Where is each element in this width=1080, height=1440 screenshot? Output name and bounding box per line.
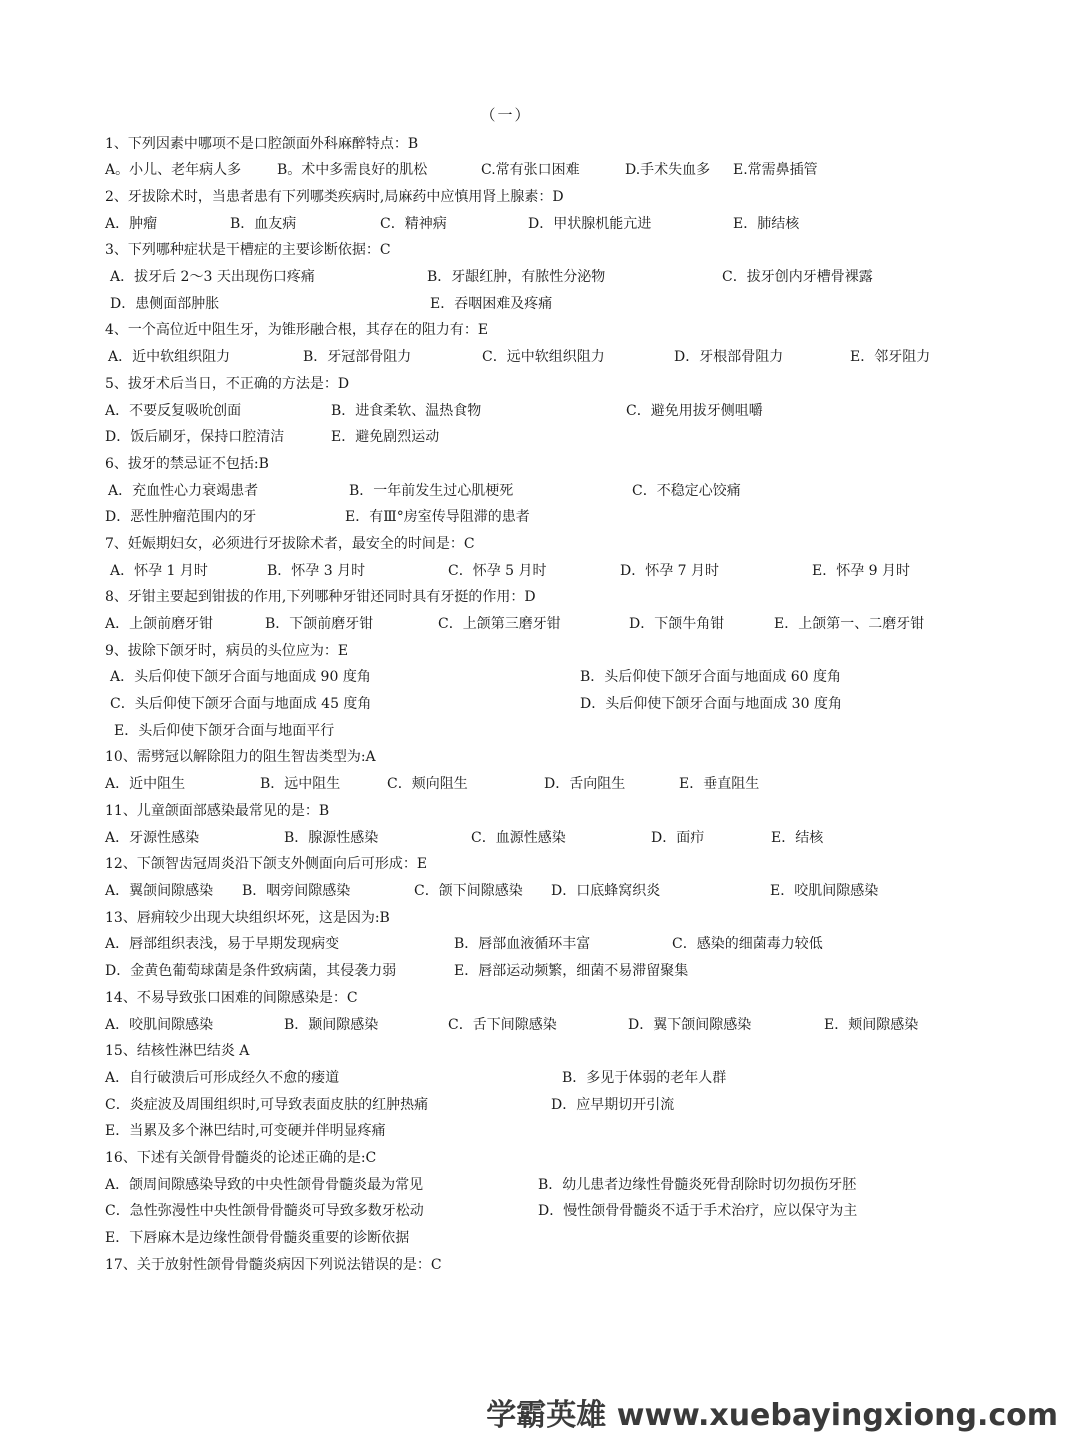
question-3: 3、下列哪种症状是干槽症的主要诊断依据：C [105, 242, 391, 258]
question-16-options-row3 [105, 1228, 1005, 1248]
option-b: B．牙冠部骨阻力 [303, 349, 412, 365]
question-2: 2、牙拔除术时，当患者患有下列哪类疾病时,局麻药中应慎用肾上腺素：D [105, 189, 564, 205]
question-6: 6、拔牙的禁忌证不包括:B [105, 456, 269, 472]
option-a: A．颌周间隙感染导致的中央性颌骨骨髓炎最为常见 [105, 1177, 424, 1193]
option-d: D．下颌牛角钳 [629, 616, 725, 632]
option-a: A．头后仰使下颌牙合面与地面成 90 度角 [110, 669, 371, 685]
option-e: E．头后仰使下颌牙合面与地面平行 [114, 723, 335, 739]
option-d: D．怀孕 7 月时 [620, 563, 720, 579]
question-5-options-row2 [105, 427, 1005, 447]
option-d: D．头后仰使下颌牙合面与地面成 30 度角 [580, 696, 842, 712]
question-9-options-row3 [114, 721, 1014, 741]
question-5: 5、拔牙术后当日，不正确的方法是：D [105, 376, 350, 392]
option-b: B．幼儿患者边缘性骨髓炎死骨刮除时切勿损伤牙胚 [538, 1177, 857, 1193]
question-11-options [105, 828, 1005, 848]
option-d: D．饭后刷牙，保持口腔清洁 [105, 429, 285, 445]
option-a: A．拔牙后 2～3 天出现伤口疼痛 [110, 269, 315, 285]
option-b: B．进食柔软、温热食物 [331, 403, 482, 419]
question-6-options-row2 [105, 507, 1005, 527]
option-e: E．吞咽困难及疼痛 [430, 296, 553, 312]
option-c: C．颌下间隙感染 [414, 883, 523, 899]
option-b: B．血友病 [230, 216, 297, 232]
question-13-options-row1 [105, 934, 1005, 954]
option-e: E．上颌第一、二磨牙钳 [774, 616, 925, 632]
question-9: 9、拔除下颌牙时，病员的头位应为：E [105, 643, 349, 659]
question-15-options-row2 [105, 1095, 1005, 1115]
option-b: B。术中多需良好的肌松 [277, 162, 428, 178]
option-c: C．拔牙创内牙槽骨裸露 [722, 269, 873, 285]
option-b: B．咽旁间隙感染 [242, 883, 351, 899]
question-6-options-row1 [108, 481, 1008, 501]
option-d: D．慢性颌骨骨髓炎不适于手术治疗，应以保守为主 [538, 1203, 858, 1219]
option-e: E．有Ⅲ°房室传导阻滞的患者 [345, 509, 530, 525]
option-a: A．翼颌间隙感染 [105, 883, 214, 899]
option-e: E．避免剧烈运动 [331, 429, 440, 445]
option-a: A．不要反复吸吮创面 [105, 403, 242, 419]
question-11: 11、儿童颌面部感染最常见的是：B [105, 803, 330, 819]
question-9-options-row2 [110, 694, 1010, 714]
option-e: E．下唇麻木是边缘性颌骨骨髓炎重要的诊断依据 [105, 1230, 410, 1246]
question-1-options [105, 160, 1005, 180]
option-c: C．血源性感染 [471, 830, 566, 846]
option-a: A．充血性心力衰竭患者 [108, 483, 259, 499]
question-13: 13、唇痈较少出现大块组织坏死，这是因为:B [105, 910, 390, 926]
question-4-options [108, 347, 1008, 367]
option-b: B．怀孕 3 月时 [267, 563, 366, 579]
question-10: 10、需劈冠以解除阻力的阻生智齿类型为:A [105, 749, 376, 765]
option-a: A。小儿、老年病人多 [105, 162, 242, 178]
option-a: A．上颌前磨牙钳 [105, 616, 214, 632]
question-16-options-row2 [105, 1201, 1005, 1221]
option-c: C．感染的细菌毒力较低 [672, 936, 823, 952]
option-c: C．不稳定心饺痛 [632, 483, 741, 499]
question-15-options-row3 [105, 1121, 1005, 1141]
option-a: A．自行破溃后可形成经久不愈的瘘道 [105, 1070, 340, 1086]
question-4: 4、一个高位近中阻生牙，为锥形融合根，其存在的阻力有：E [105, 322, 489, 338]
option-c: C．怀孕 5 月时 [448, 563, 547, 579]
option-e: E．垂直阻生 [679, 776, 760, 792]
option-c: C．颊向阻生 [387, 776, 468, 792]
question-3-options-row2 [110, 294, 1010, 314]
option-c: C．炎症波及周围组织时,可导致表面皮肤的红肿热痛 [105, 1097, 429, 1113]
option-d: D．口底蜂窝织炎 [551, 883, 661, 899]
option-a: A．唇部组织表浅，易于早期发现病变 [105, 936, 340, 952]
option-c: C．避免用拔牙侧咀嚼 [626, 403, 763, 419]
option-a: A．肿瘤 [105, 216, 158, 232]
option-a: A．近中软组织阻力 [108, 349, 231, 365]
option-d: D．应早期切开引流 [551, 1097, 675, 1113]
option-d: D.手术失血多 [625, 162, 711, 178]
option-a: A．怀孕 1 月时 [110, 563, 208, 579]
option-e: E．唇部运动频繁，细菌不易滞留聚集 [454, 963, 689, 979]
option-e: E．当累及多个淋巴结时,可变硬并伴明显疼痛 [105, 1123, 386, 1139]
option-e: E．怀孕 9 月时 [812, 563, 911, 579]
option-b: B．腺源性感染 [284, 830, 379, 846]
question-17: 17、关于放射性颌骨骨髓炎病因下列说法错误的是：C [105, 1257, 442, 1273]
option-d: D．恶性肿瘤范围内的牙 [105, 509, 257, 525]
question-13-options-row2 [105, 961, 1005, 981]
option-e: E．邻牙阻力 [850, 349, 931, 365]
question-14: 14、不易导致张口困难的间隙感染是：C [105, 990, 358, 1006]
option-e: E．结核 [771, 830, 824, 846]
question-5-options-row1 [105, 401, 1005, 421]
question-8: 8、牙钳主要起到钳拔的作用,下列哪种牙钳还同时具有牙挺的作用：D [105, 589, 536, 605]
question-7: 7、妊娠期妇女，必须进行牙拔除术者，最安全的时间是：C [105, 536, 475, 552]
option-d: D．金黄色葡萄球菌是条件致病菌，其侵袭力弱 [105, 963, 397, 979]
option-a: A．近中阻生 [105, 776, 186, 792]
option-e: E.常需鼻插管 [733, 162, 818, 178]
question-12-options [105, 881, 1005, 901]
question-16: 16、下述有关颌骨骨髓炎的论述正确的是:C [105, 1150, 377, 1166]
option-b: B．多见于体弱的老年人群 [562, 1070, 727, 1086]
site-watermark: 学霸英雄 www.xuebayingxiong.com [486, 1398, 1058, 1433]
option-e: E．颊间隙感染 [824, 1017, 919, 1033]
option-b: B．牙龈红肿，有脓性分泌物 [427, 269, 606, 285]
option-b: B．头后仰使下颌牙合面与地面成 60 度角 [580, 669, 842, 685]
question-15-options-row1 [105, 1068, 1005, 1088]
question-9-options-row1 [110, 667, 1010, 687]
option-d: D．牙根部骨阻力 [674, 349, 784, 365]
option-c: C．头后仰使下颌牙合面与地面成 45 度角 [110, 696, 372, 712]
option-c: C．精神病 [380, 216, 447, 232]
option-e: E．肺结核 [733, 216, 800, 232]
option-d: D．翼下颌间隙感染 [628, 1017, 752, 1033]
option-d: D．甲状腺机能亢进 [528, 216, 652, 232]
option-d: D．舌向阻生 [544, 776, 626, 792]
question-14-options [105, 1015, 1025, 1035]
question-12: 12、下颌智齿冠周炎沿下颌支外侧面向后可形成：E [105, 856, 428, 872]
question-15: 15、结核性淋巴结炎 A [105, 1043, 250, 1059]
option-c: C.常有张口困难 [481, 162, 580, 178]
option-d: D．患侧面部肿胀 [110, 296, 220, 312]
option-c: C．急性弥漫性中央性颌骨骨髓炎可导致多数牙松动 [105, 1203, 424, 1219]
option-d: D．面疖 [651, 830, 705, 846]
question-1: 1、下列因素中哪项不是口腔颌面外科麻醉特点：B [105, 136, 419, 152]
page-title: （一） [480, 106, 532, 124]
option-e: E．咬肌间隙感染 [770, 883, 879, 899]
option-c: C．上颌第三磨牙钳 [438, 616, 561, 632]
question-16-options-row1 [105, 1175, 1005, 1195]
option-b: B．唇部血液循环丰富 [454, 936, 591, 952]
question-10-options [105, 774, 1005, 794]
question-2-options [105, 214, 1005, 234]
option-b: B．一年前发生过心肌梗死 [349, 483, 514, 499]
option-b: B．远中阻生 [260, 776, 341, 792]
question-7-options [110, 561, 1010, 581]
option-b: B．下颌前磨牙钳 [265, 616, 374, 632]
option-b: B．颞间隙感染 [284, 1017, 379, 1033]
option-c: C．舌下间隙感染 [448, 1017, 557, 1033]
option-a: A．咬肌间隙感染 [105, 1017, 214, 1033]
option-a: A．牙源性感染 [105, 830, 200, 846]
question-3-options-row1 [110, 267, 1010, 287]
question-8-options [105, 614, 1005, 634]
option-c: C．远中软组织阻力 [482, 349, 605, 365]
